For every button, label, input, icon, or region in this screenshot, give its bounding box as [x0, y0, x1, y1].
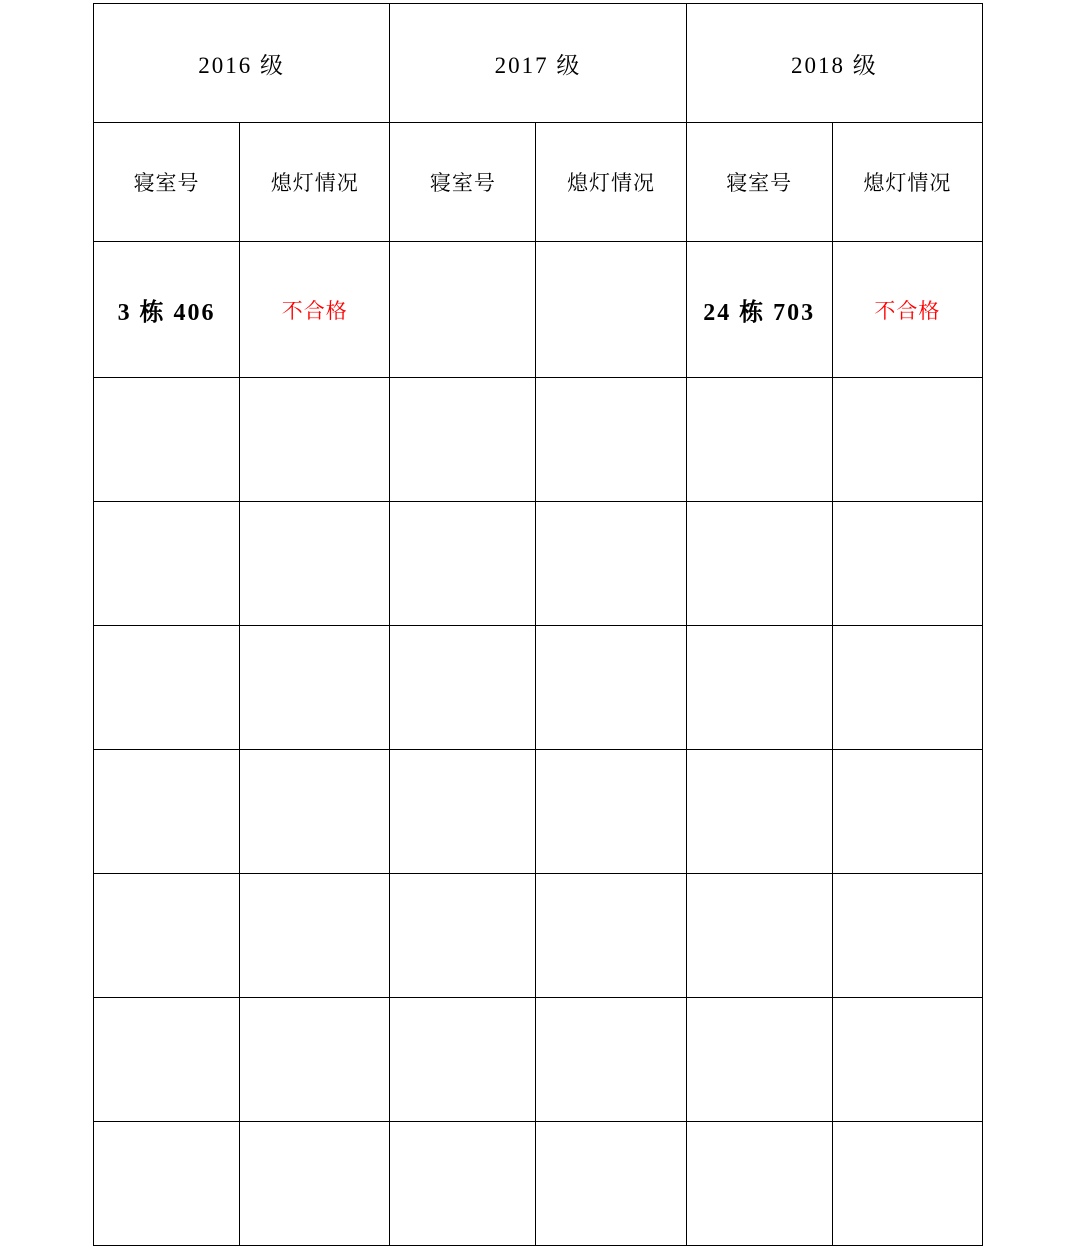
cell-status	[832, 378, 982, 502]
cell-status	[832, 1122, 982, 1246]
cell-room	[94, 1122, 240, 1246]
cell-status	[536, 626, 686, 750]
cell-room	[390, 502, 536, 626]
cell-status	[536, 502, 686, 626]
grade-header-2016	[94, 4, 390, 123]
cell-room	[94, 750, 240, 874]
cell-status	[240, 874, 390, 998]
grade-header-2018	[686, 4, 982, 123]
table-row	[94, 378, 983, 502]
cell-status	[240, 1122, 390, 1246]
cell-status	[536, 998, 686, 1122]
status-value: 不合格	[874, 298, 941, 323]
cell-room	[686, 1122, 832, 1246]
subheader-status-2016: 熄灯情况	[240, 123, 390, 242]
subheader-status-2017: 熄灯情况	[536, 123, 686, 242]
cell-room	[94, 998, 240, 1122]
cell-room	[390, 1122, 536, 1246]
subheader-room-2016: 寝室号	[94, 123, 240, 242]
cell-status	[536, 242, 686, 378]
cell-status	[536, 874, 686, 998]
table-row	[94, 874, 983, 998]
cell-room	[686, 378, 832, 502]
cell-status	[832, 242, 982, 378]
cell-room	[686, 750, 832, 874]
cell-status	[240, 626, 390, 750]
cell-room	[390, 626, 536, 750]
cell-room	[390, 242, 536, 378]
cell-room	[94, 242, 240, 378]
cell-room	[94, 378, 240, 502]
cell-room	[686, 874, 832, 998]
grade-label-2018: 2018 级	[790, 52, 878, 78]
cell-status	[536, 1122, 686, 1246]
cell-room	[390, 874, 536, 998]
grade-label-2017: 2017 级	[494, 52, 582, 78]
status-value: 不合格	[281, 298, 348, 323]
table-subheader-row	[94, 123, 983, 242]
cell-room	[686, 626, 832, 750]
cell-room	[686, 242, 832, 378]
cell-room	[686, 502, 832, 626]
cell-room	[94, 874, 240, 998]
room-value: 24 栋 703	[703, 300, 816, 326]
cell-room	[390, 378, 536, 502]
subheader-room-2017: 寝室号	[390, 123, 536, 242]
room-value: 3 栋 406	[117, 300, 216, 326]
subheader-room-2018: 寝室号	[686, 123, 832, 242]
cell-status	[832, 998, 982, 1122]
table-row	[94, 502, 983, 626]
cell-status	[832, 874, 982, 998]
cell-status	[832, 750, 982, 874]
table-row	[94, 998, 983, 1122]
cell-status	[240, 998, 390, 1122]
cell-room	[390, 998, 536, 1122]
cell-room	[390, 750, 536, 874]
subheader-status-2018: 熄灯情况	[832, 123, 982, 242]
table-row	[94, 242, 983, 378]
cell-status	[240, 502, 390, 626]
grade-header-2017	[390, 4, 686, 123]
table-grade-header-row	[94, 4, 983, 123]
table-row	[94, 626, 983, 750]
cell-room	[686, 998, 832, 1122]
cell-status	[536, 378, 686, 502]
cell-status	[240, 378, 390, 502]
cell-room	[94, 502, 240, 626]
cell-status	[240, 750, 390, 874]
cell-status	[832, 502, 982, 626]
table-row	[94, 750, 983, 874]
cell-status	[832, 626, 982, 750]
grade-label-2016: 2016 级	[198, 52, 286, 78]
cell-status	[240, 242, 390, 378]
cell-room	[94, 626, 240, 750]
dormitory-lights-out-table	[93, 3, 983, 1246]
table-row	[94, 1122, 983, 1246]
cell-status	[536, 750, 686, 874]
